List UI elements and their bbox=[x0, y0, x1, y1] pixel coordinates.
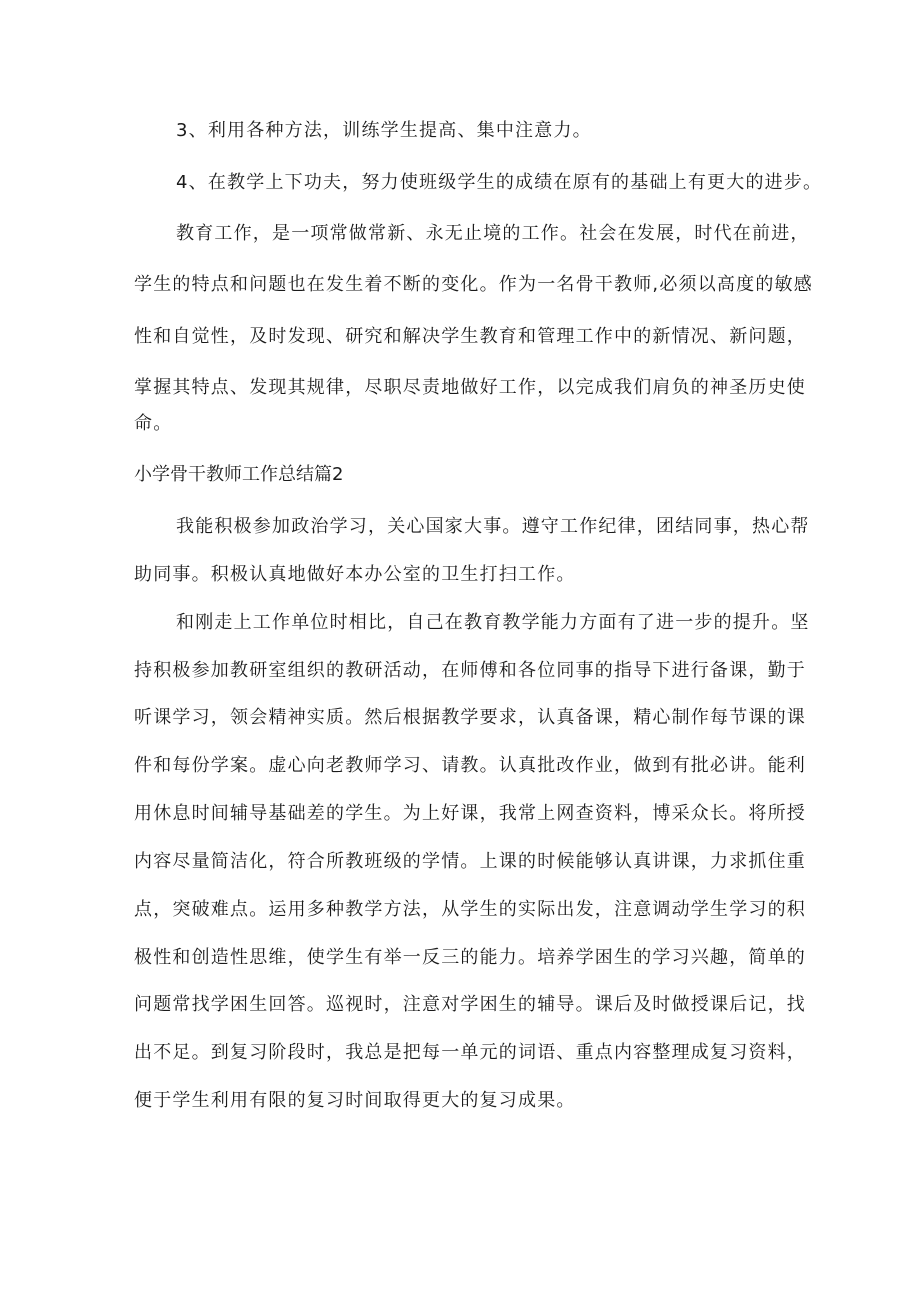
paragraph-line: 掌握其特点、发现其规律，尽职尽责地做好工作，以完成我们肩负的神圣历史使 bbox=[134, 377, 806, 398]
paragraph-line: 件和每份学案。虚心向老教师学习、请教。认真批改作业，做到有批必讲。能利 bbox=[134, 755, 806, 776]
paragraph-line: 出不足。到复习阶段时，我总是把每一单元的词语、重点内容整理成复习资料， bbox=[134, 1042, 806, 1063]
paragraph-line: 4、在教学上下功夫，努力使班级学生的成绩在原有的基础上有更大的进步。 bbox=[176, 172, 823, 193]
paragraph-line: 问题常找学困生回答。巡视时，注意对学困生的辅导。课后及时做授课后记，找 bbox=[134, 994, 806, 1015]
paragraph-line: 便于学生利用有限的复习时间取得更大的复习成果。 bbox=[134, 1090, 576, 1111]
paragraph-line: 助同事。积极认真地做好本办公室的卫生打扫工作。 bbox=[134, 564, 576, 585]
paragraph-line: 3、利用各种方法，训练学生提高、集中注意力。 bbox=[176, 120, 592, 141]
paragraph-line: 点，突破难点。运用多种教学方法，从学生的实际出发，注意调动学生学习的积 bbox=[134, 899, 806, 920]
paragraph-line: 极性和创造性思维，使学生有举一反三的能力。培养学困生的学习兴趣，简单的 bbox=[134, 947, 806, 968]
section-heading: 小学骨干教师工作总结篇2 bbox=[134, 464, 344, 485]
paragraph-line: 和刚走上工作单位时相比，自己在教育教学能力方面有了进一步的提升。坚 bbox=[176, 612, 810, 633]
paragraph-line: 学生的特点和问题也在发生着不断的变化。作为一名骨干教师,必须以高度的敏感 bbox=[134, 274, 813, 295]
paragraph-line: 教育工作，是一项常做常新、永无止境的工作。社会在发展，时代在前进， bbox=[176, 223, 810, 244]
paragraph-line: 性和自觉性，及时发现、研究和解决学生教育和管理工作中的新情况、新问题， bbox=[134, 326, 806, 347]
paragraph-line: 内容尽量简洁化，符合所教班级的学情。上课的时候能够认真讲课，力求抓住重 bbox=[134, 851, 806, 872]
paragraph-line: 我能积极参加政治学习，关心国家大事。遵守工作纪律，团结同事，热心帮 bbox=[176, 516, 810, 537]
paragraph-line: 持积极参加教研室组织的教研活动，在师傅和各位同事的指导下进行备课，勤于 bbox=[134, 660, 806, 681]
paragraph-line: 用休息时间辅导基础差的学生。为上好课，我常上网查资料，博采众长。将所授 bbox=[134, 803, 806, 824]
paragraph-line: 听课学习，领会精神实质。然后根据教学要求，认真备课，精心制作每节课的课 bbox=[134, 707, 806, 728]
paragraph-line: 命。 bbox=[134, 413, 173, 434]
